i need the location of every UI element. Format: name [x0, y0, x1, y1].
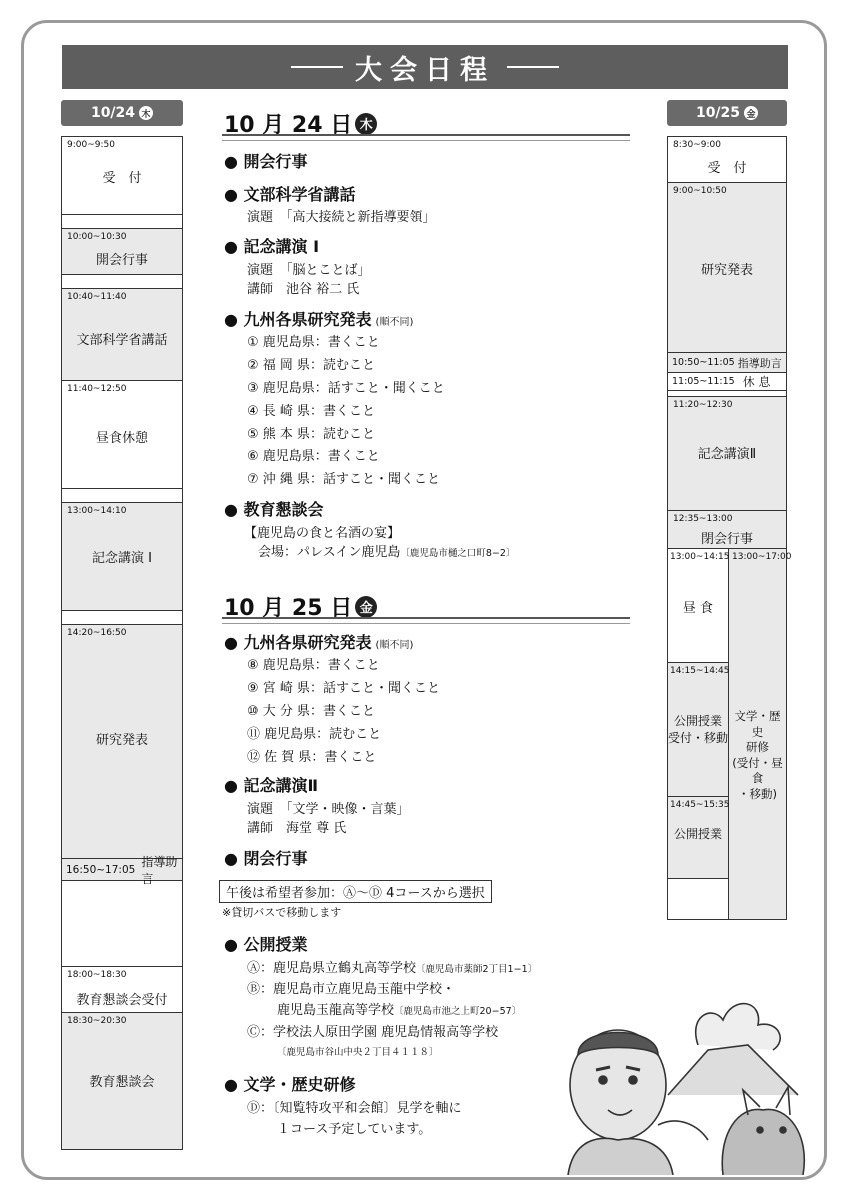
section-presentations-day1: ● 九州各県研究発表 (順不同) [224, 310, 414, 329]
banner-left-line [291, 66, 343, 68]
lecture1-theme: 演題 「脳とことば」 [247, 263, 371, 278]
right-weekday-icon: 金 [744, 106, 758, 120]
slot-label: 記念講演 I [92, 551, 152, 566]
bus-note: ※貸切バスで移動します [222, 906, 342, 919]
schedule-slot [668, 797, 728, 879]
history-tour-slot [729, 549, 792, 919]
course-c: Ⓒ：学校法人原田学園 鹿児島情報高等学校 [247, 1025, 499, 1040]
list-item: ⑦ 沖 縄 県：話すこと・聞くこと [247, 472, 441, 488]
list-item: ③ 鹿児島県：話すこと・聞くこと [247, 380, 445, 396]
slot-label: 閉会行事 [700, 532, 753, 547]
lecture1-speaker: 講師 池谷 裕二 氏 [247, 282, 360, 297]
page-title: 大会日程 [355, 54, 495, 86]
section-title: 九州各県研究発表 [243, 633, 372, 652]
list-item: ⑤ 熊 本 県：読むこと [247, 426, 376, 442]
slot-time: 16:50~17:05 [66, 863, 136, 876]
section-title: 開会行事 [243, 152, 308, 171]
schedule-slot [668, 373, 786, 391]
slot-time: 9:00~10:50 [673, 186, 727, 196]
section-lecture2: ● 記念講演Ⅱ [224, 776, 319, 795]
schedule-gap [62, 215, 182, 229]
right-date: 10/25 [695, 105, 741, 121]
slot-label: 受 付 [102, 171, 142, 186]
section-history: ● 文学・歴史研修 [224, 1075, 356, 1094]
presentation-list-day2 [247, 654, 440, 768]
slot-time: 11:20~12:30 [673, 400, 733, 410]
list-item: ① 鹿児島県：書くこと [247, 335, 380, 350]
course-b-line1: Ⓑ：鹿児島市立鹿児島玉龍中学校・ [247, 982, 456, 997]
slot-time: 12:35~13:00 [673, 514, 733, 524]
schedule-gap [62, 611, 182, 625]
schedule-slot [62, 854, 182, 886]
slot-time: 10:00~10:30 [67, 232, 127, 242]
section-mext: ● 文部科学省講話 [224, 185, 356, 204]
slot-label: 公開授業 [673, 827, 722, 841]
course-b-line2: 鹿児島玉龍高等学校 [277, 1003, 395, 1018]
slot-label: 教育懇談会 [89, 1075, 155, 1090]
split-left-column [668, 549, 729, 919]
slot-label: 記念講演Ⅱ [697, 447, 757, 462]
day1-weekday-icon: 木 [355, 113, 377, 135]
lecture2-speaker: 講師 海堂 尊 氏 [247, 821, 347, 836]
right-schedule [667, 136, 792, 920]
slot-label: 昼食休憩 [95, 431, 148, 446]
section-title: 文部科学省講話 [243, 185, 356, 204]
section-title: 文学・歴史研修 [243, 1075, 356, 1094]
list-item: ⑩ 大 分 県：書くこと [247, 703, 376, 719]
section-title: 九州各県研究発表 [243, 310, 372, 329]
slot-label: 休 息 [742, 375, 771, 389]
left-date-tab [61, 100, 183, 126]
list-item: ⑫ 佐 賀 県：書くこと [247, 749, 377, 765]
slot-time: 10:50~11:05 [672, 357, 735, 368]
schedule-gap [62, 275, 182, 289]
list-item: ⑧ 鹿児島県：書くこと [247, 658, 380, 673]
schedule-slot [62, 1013, 182, 1149]
schedule-slot [62, 381, 182, 489]
slot-label: 開会行事 [95, 253, 148, 268]
slot-time: 14:15~14:45 [670, 666, 730, 676]
course-c-address: 〔鹿児島市谷山中央２丁目４１１８〕 [277, 1047, 439, 1058]
party-address: 〔鹿児島市樋之口町8−2〕 [400, 548, 516, 559]
schedule-slot [668, 397, 786, 511]
slot-label: 教育懇談会受付 [76, 993, 168, 1008]
schedule-slot [668, 663, 728, 797]
slot-time: 13:00~14:15 [670, 552, 730, 562]
slot-label: 文部科学省講話 [76, 333, 168, 348]
list-item: ④ 長 崎 県：書くこと [247, 403, 376, 419]
slot-label: 昼 食 [682, 601, 714, 616]
schedule-slot [62, 625, 182, 859]
schedule-gap [668, 879, 728, 919]
schedule-slot [668, 137, 786, 183]
slot-label: 受 付 [707, 161, 747, 176]
day1-date: 10 月 24 日 [224, 113, 353, 138]
schedule-slot [668, 549, 728, 663]
schedule-slot [668, 511, 786, 549]
slot-time: 18:30~20:30 [67, 1016, 127, 1026]
slot-label: 指導助言 [141, 854, 178, 886]
section-title: 記念講演Ⅱ [243, 776, 319, 795]
list-item: ⑪ 鹿児島県：読むこと [247, 726, 382, 742]
lecture2-theme: 演題 「文学・映像・言葉」 [247, 802, 410, 817]
left-weekday-icon: 木 [139, 106, 153, 120]
slot-time: 9:00~9:50 [67, 140, 115, 150]
section-title: 閉会行事 [243, 849, 308, 868]
course-a-address: 〔鹿児島市薬師2丁目1−1〕 [416, 964, 538, 975]
slot-time: 13:00~14:10 [67, 506, 127, 516]
slot-time: 13:00~17:00 [732, 552, 792, 562]
course-d-line2: １コース予定しています。 [277, 1122, 432, 1137]
list-item: ② 福 岡 県：読むこと [247, 357, 376, 373]
left-date: 10/24 [90, 105, 136, 121]
section-title: 教育懇談会 [243, 500, 324, 519]
left-schedule [61, 136, 183, 1150]
list-item: ⑨ 宮 崎 県：話すこと・聞くこと [247, 680, 441, 696]
section-presentations-day2: ● 九州各県研究発表 (順不同) [224, 633, 414, 652]
schedule-slot [62, 229, 182, 275]
party-venue: 会場：パレスイン鹿児島 [258, 545, 401, 560]
slot-time: 14:20~16:50 [67, 628, 127, 638]
slot-time: 8:30~9:00 [673, 140, 721, 150]
list-item: ⑥ 鹿児島県：書くこと [247, 449, 380, 465]
course-d-line1: Ⓓ：〔知覧特攻平和会館〕見学を軸に [247, 1101, 462, 1116]
section-lecture1: ● 記念講演 I [224, 237, 320, 256]
slot-time: 18:00~18:30 [67, 970, 127, 980]
title-banner [62, 45, 788, 89]
slot-time: 10:40~11:40 [67, 292, 127, 302]
section-closing: ● 閉会行事 [224, 849, 308, 868]
slot-label: 文学・歴史 研修 (受付・昼食 ・移動) [732, 709, 783, 801]
section-title: 記念講演 I [243, 237, 320, 256]
right-date-tab [667, 100, 787, 126]
slot-time: 11:40~12:50 [67, 384, 127, 394]
section-opening: ● 開会行事 [224, 152, 308, 171]
schedule-slot [62, 503, 182, 611]
schedule-slot [668, 183, 786, 353]
section-title: 公開授業 [243, 935, 308, 954]
day2-weekday-icon: 金 [355, 596, 377, 618]
day2-rule [222, 617, 630, 624]
slot-label: 公開授業 受付・移動 [668, 714, 729, 745]
course-b-address: 〔鹿児島市池之上町20−57〕 [394, 1006, 522, 1017]
slot-time: 11:05~11:15 [672, 376, 735, 387]
mext-theme: 演題 「高大接続と新指導要領」 [247, 210, 436, 225]
course-a: Ⓐ：鹿児島県立鶴丸高等学校 [247, 961, 417, 976]
banner-right-line [507, 66, 559, 68]
slot-label: 研究発表 [95, 733, 148, 748]
schedule-gap [62, 881, 182, 967]
order-note: (順不同) [375, 640, 414, 651]
mascot-illustration [548, 975, 820, 1175]
schedule-slot [62, 967, 182, 1013]
party-name: 【鹿児島の食と名酒の宴】 [244, 526, 401, 541]
section-open-class: ● 公開授業 [224, 935, 308, 954]
slot-label: 指導助言 [737, 356, 782, 370]
order-note: (順不同) [375, 317, 414, 328]
slot-label: 研究発表 [700, 263, 753, 278]
day1-rule [222, 134, 630, 141]
section-party: ● 教育懇談会 [224, 500, 324, 519]
presentation-list-day1 [247, 331, 445, 491]
day2-date: 10 月 25 日 [224, 596, 353, 621]
schedule-slot [62, 289, 182, 381]
schedule-gap [62, 489, 182, 503]
schedule-slot [668, 353, 786, 373]
afternoon-options-box: 午後は希望者参加：Ⓐ〜Ⓓ 4コースから選択 [219, 880, 492, 903]
slot-time: 14:45~15:35 [670, 800, 730, 810]
schedule-slot [62, 137, 182, 215]
